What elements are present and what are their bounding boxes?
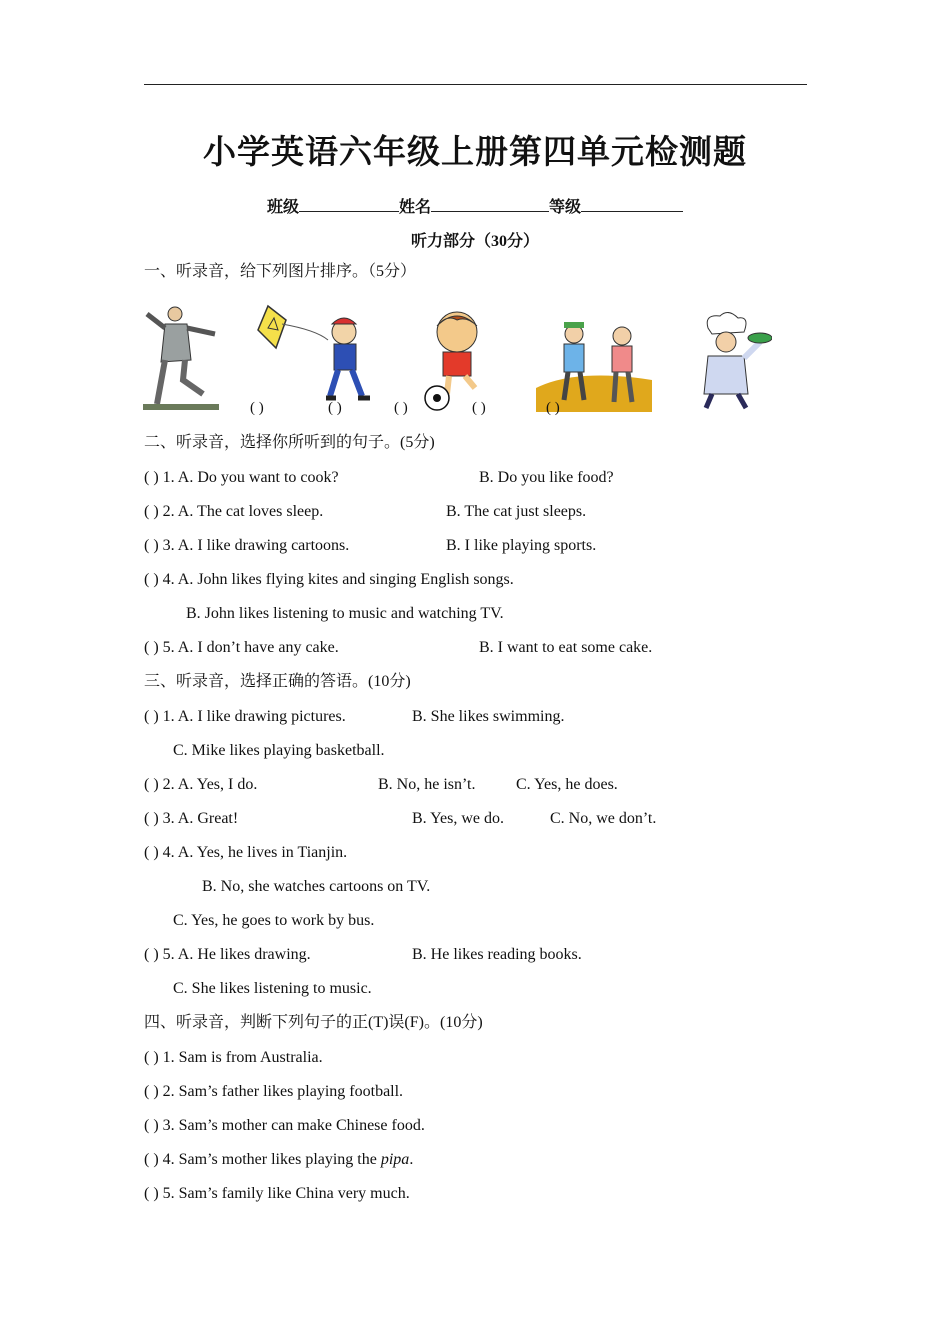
s3-q5-a: ( ) 5. A. He likes drawing.: [144, 946, 311, 963]
s3-q4-a: ( ) 4. A. Yes, he lives in Tianjin.: [144, 844, 348, 861]
s2-q5-a: ( ) 5. A. I don’t have any cake.: [144, 639, 339, 656]
s2-q3-a: ( ) 3. A. I like drawing cartoons.: [144, 537, 350, 554]
kite-icon: [256, 300, 376, 406]
chef-icon: [694, 310, 772, 410]
class-field[interactable]: [299, 197, 399, 212]
s3-q2-c: C. Yes, he does.: [516, 776, 618, 793]
picture-bracket[interactable]: ( ): [546, 400, 560, 416]
s4-q2: ( ) 2. Sam’s father likes playing football.: [144, 1083, 404, 1100]
grade-field[interactable]: [581, 197, 683, 212]
top-rule: [144, 84, 807, 85]
s3-q3-b: B. Yes, we do.: [412, 810, 505, 827]
s2-q1-a: ( ) 1. A. Do you want to cook?: [144, 469, 339, 486]
picture-bracket[interactable]: ( ): [394, 400, 408, 416]
s3-q5-c: C. She likes listening to music.: [173, 980, 372, 997]
s3-q2-b: B. No, he isn’t.: [378, 776, 476, 793]
s4-q5: ( ) 5. Sam’s family like China very much.: [144, 1185, 410, 1202]
section3-heading: 三、听录音，选择正确的答语。(10分): [144, 673, 411, 690]
s3-q2-a: ( ) 2. A. Yes, I do.: [144, 776, 258, 793]
picture-bracket[interactable]: ( ): [328, 400, 342, 416]
s3-q1-b: B. She likes swimming.: [412, 708, 565, 725]
page-title: 小学英语六年级上册第四单元检测题: [203, 132, 747, 171]
s2-q2-b: B. The cat just sleeps.: [446, 503, 587, 520]
section1-heading: 一、听录音，给下列图片排序。（5分）: [144, 263, 417, 280]
s3-q4-b: B. No, she watches cartoons on TV.: [202, 878, 431, 895]
s4-q1: ( ) 1. Sam is from Australia.: [144, 1049, 323, 1066]
s3-q4-c: C. Yes, he goes to work by bus.: [173, 912, 375, 929]
picture-bracket[interactable]: ( ): [472, 400, 486, 416]
s3-q3-a: ( ) 3. A. Great!: [144, 810, 239, 827]
football-icon: [421, 308, 493, 412]
name-label: 姓名: [398, 199, 431, 216]
s4-q4-end: .: [409, 1151, 414, 1168]
class-label: 班级: [266, 199, 299, 216]
s3-q5-b: B. He likes reading books.: [412, 946, 582, 963]
section4-heading: 四、听录音，判断下列句子的正(T)误(F)。(10分): [144, 1014, 483, 1031]
grade-label: 等级: [549, 199, 582, 216]
s4-q4: [144, 1150, 413, 1170]
s2-q2-a: ( ) 2. A. The cat loves sleep.: [144, 503, 324, 520]
section2-heading: 二、听录音，选择你所听到的句子。(5分): [144, 434, 435, 451]
s4-q4-text: ( ) 4. Sam’s mother likes playing the: [144, 1151, 381, 1168]
student-info-line: [0, 194, 950, 217]
s2-q1-b: B. Do you like food?: [479, 469, 614, 486]
listening-header: 听力部分（30分）: [410, 233, 539, 250]
s4-q3: ( ) 3. Sam’s mother can make Chinese food.: [144, 1117, 425, 1134]
s2-q4-a: ( ) 4. A. John likes flying kites and singing English songs.: [144, 571, 514, 588]
hiking-icon: [536, 318, 652, 412]
s2-q5-b: B. I want to eat some cake.: [479, 639, 653, 656]
s4-q4-pipa: pipa: [380, 1151, 410, 1168]
taichi-icon: [143, 300, 219, 412]
s3-q1-a: ( ) 1. A. I like drawing pictures.: [144, 708, 346, 725]
s3-q1-c: C. Mike likes playing basketball.: [173, 742, 385, 759]
picture-bracket[interactable]: ( ): [250, 400, 264, 416]
s2-q3-b: B. I like playing sports.: [446, 537, 597, 554]
name-field[interactable]: [431, 197, 549, 212]
s3-q3-c: C. No, we don’t.: [550, 810, 657, 827]
s2-q4-b: B. John likes listening to music and watching TV.: [186, 605, 504, 622]
